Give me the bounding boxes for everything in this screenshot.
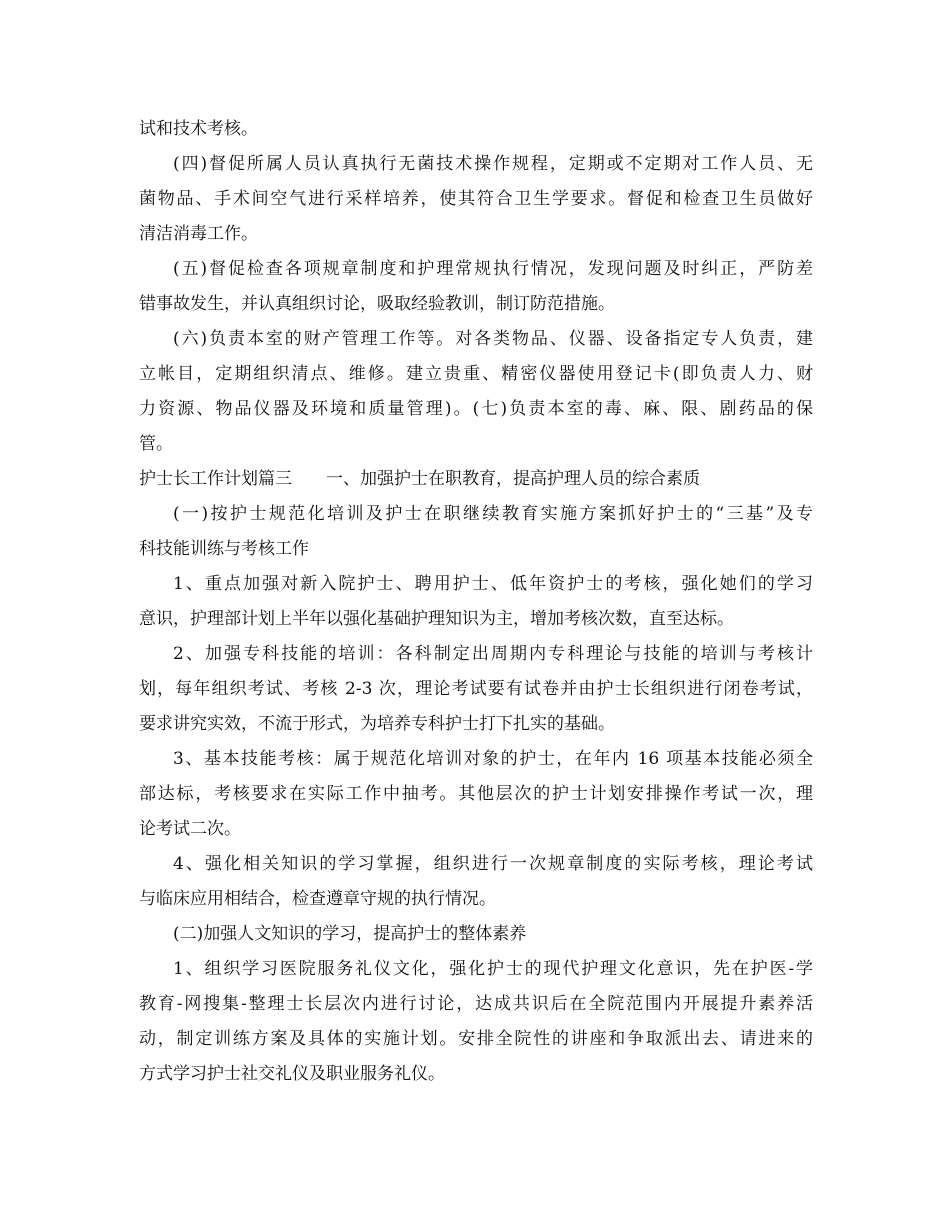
document-body xyxy=(139,112,813,1092)
text-line: 部达标，考核要求在实际工作中抽考。其他层次的护士计划安排操作考试一次，理 xyxy=(139,784,813,804)
text-line: 教育-网搜集-整理士长层次内进行讨论，达成共识后在全院范围内开展提升素养活 xyxy=(139,994,813,1014)
text-line: 管。 xyxy=(139,434,173,454)
text-line: 清洁消毒工作。 xyxy=(139,224,258,244)
text-line: (四)督促所属人员认真执行无菌技术操作规程，定期或不定期对工作人员、无 xyxy=(173,154,813,174)
text-line: 论考试二次。 xyxy=(139,819,241,839)
text-line: (二)加强人文知识的学习，提高护士的整体素养 xyxy=(173,924,527,944)
text-line: 错事故发生，并认真组织讨论，吸取经验教训，制订防范措施。 xyxy=(139,294,615,314)
text-line: 划，每年组织考试、考核 2-3 次，理论考试要有试卷并由护士长组织进行闭卷考试， xyxy=(139,679,813,699)
text-line: 3、基本技能考核：属于规范化培训对象的护士，在年内 16 项基本技能必须全 xyxy=(173,749,813,769)
text-line: 动，制定训练方案及具体的实施计划。安排全院性的讲座和争取派出去、请进来的 xyxy=(139,1029,813,1049)
text-line: 力资源、物品仪器及环境和质量管理)。(七)负责本室的毒、麻、限、剧药品的保 xyxy=(139,399,813,419)
text-line: 科技能训练与考核工作 xyxy=(139,539,309,559)
text-line: 菌物品、手术间空气进行采样培养，使其符合卫生学要求。督促和检查卫生员做好 xyxy=(139,189,813,209)
text-line: 与临床应用相结合，检查遵章守规的执行情况。 xyxy=(139,889,496,909)
text-line: 2、加强专科技能的培训：各科制定出周期内专科理论与技能的培训与考核计 xyxy=(173,644,813,664)
text-line: 试和技术考核。 xyxy=(139,119,258,139)
text-line: 要求讲究实效，不流于形式，为培养专科护士打下扎实的基础。 xyxy=(139,714,615,734)
text-line: 立帐目，定期组织清点、维修。建立贵重、精密仪器使用登记卡(即负责人力、财 xyxy=(139,364,813,384)
text-line: 4、强化相关知识的学习掌握，组织进行一次规章制度的实际考核，理论考试 xyxy=(173,854,813,874)
text-line: (五)督促检查各项规章制度和护理常规执行情况，发现问题及时纠正，严防差 xyxy=(173,259,813,279)
text-line: (一)按护士规范化培训及护士在职继续教育实施方案抓好护士的“三基”及专 xyxy=(173,504,813,524)
text-line: 护士长工作计划篇三 一、加强护士在职教育，提高护理人员的综合素质 xyxy=(139,469,700,489)
text-line: 意识，护理部计划上半年以强化基础护理知识为主，增加考核次数，直至达标。 xyxy=(139,609,734,629)
text-line: (六)负责本室的财产管理工作等。对各类物品、仪器、设备指定专人负责，建 xyxy=(173,329,813,349)
text-line: 1、重点加强对新入院护士、聘用护士、低年资护士的考核，强化她们的学习 xyxy=(173,574,813,594)
text-line: 方式学习护士社交礼仪及职业服务礼仪。 xyxy=(139,1064,445,1084)
text-line: 1、组织学习医院服务礼仪文化，强化护士的现代护理文化意识，先在护医-学 xyxy=(173,959,813,979)
